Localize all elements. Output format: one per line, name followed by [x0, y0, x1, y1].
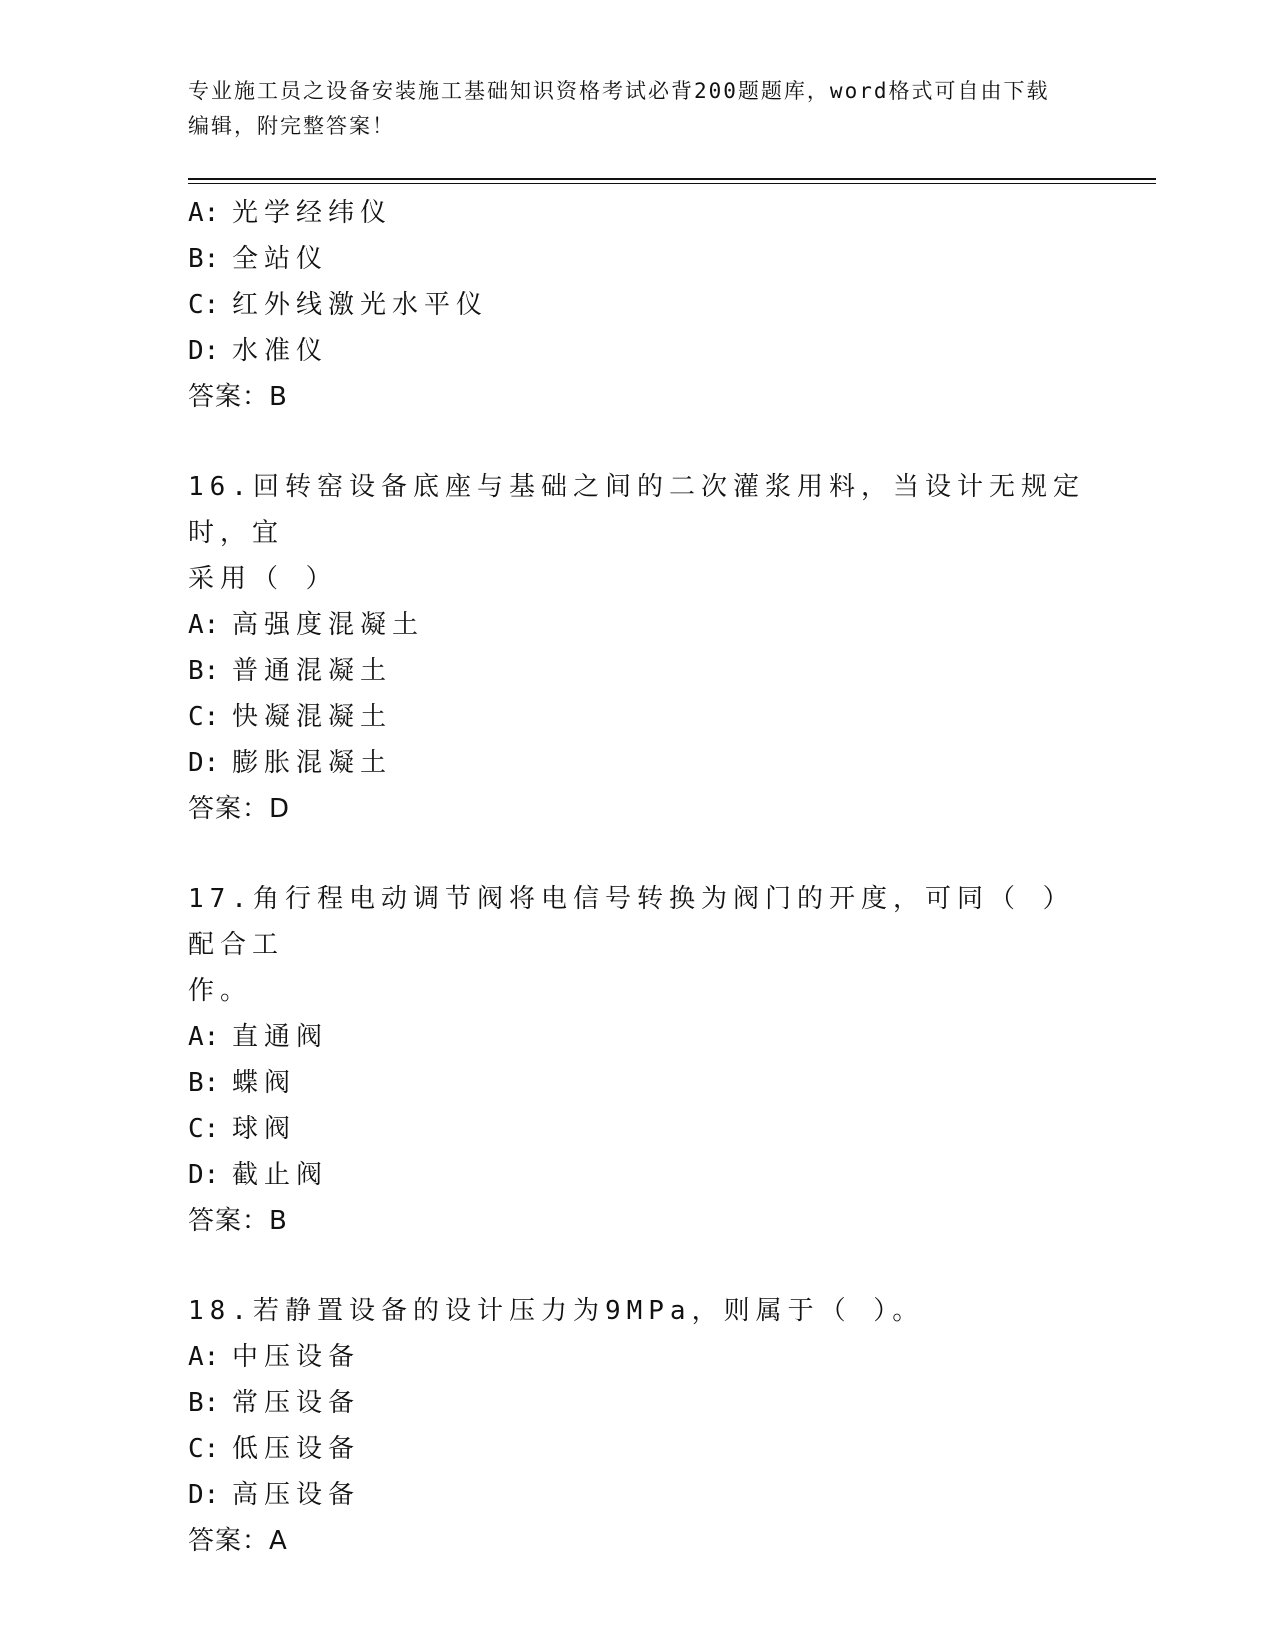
question-18: [188, 1288, 1088, 1564]
question-stem-continued: 采用（ ）: [188, 564, 338, 594]
question-16: [188, 464, 1088, 832]
answer: 答案：B: [188, 382, 288, 412]
option-b: B: 常压设备: [188, 1388, 361, 1418]
option-c: C: 球阀: [188, 1114, 297, 1144]
question-stem-continued: 作。: [188, 976, 253, 1006]
header-rule-thick: [188, 178, 1156, 180]
question-stem: 18.若静置设备的设计压力为9MPa，则属于（ ）。: [188, 1296, 925, 1326]
option-d: D: 高压设备: [188, 1480, 361, 1510]
option-c: C: 快凝混凝土: [188, 702, 393, 732]
option-a: A: 中压设备: [188, 1342, 361, 1372]
answer: 答案：B: [188, 1206, 288, 1236]
option-c: C: 红外线激光水平仪: [188, 290, 489, 320]
option-d: D: 水准仪: [188, 336, 329, 366]
option-d: D: 膨胀混凝土: [188, 748, 393, 778]
spacer: [188, 420, 1088, 464]
spacer: [188, 832, 1088, 876]
document-header: 专业施工员之设备安装施工基础知识资格考试必背200题题库，word格式可自由下载编辑，附完整答案！: [188, 79, 1050, 138]
spacer: [188, 1244, 1088, 1288]
answer: 答案：A: [188, 1526, 288, 1556]
question-list: [188, 190, 1088, 1564]
option-b: B: 普通混凝土: [188, 656, 393, 686]
option-a: A: 高强度混凝土: [188, 610, 425, 640]
question-stem: 16.回转窑设备底座与基础之间的二次灌浆用料，当设计无规定时，宜: [188, 472, 1085, 548]
option-c: C: 低压设备: [188, 1434, 361, 1464]
option-b: B: 蝶阀: [188, 1068, 297, 1098]
option-a: A: 直通阀: [188, 1022, 329, 1052]
option-d: D: 截止阀: [188, 1160, 329, 1190]
question-15: [188, 190, 1088, 420]
option-b: B: 全站仪: [188, 244, 329, 274]
header-rule-thin: [188, 183, 1156, 184]
option-a: A: 光学经纬仪: [188, 198, 393, 228]
answer: 答案：D: [188, 794, 291, 824]
question-stem: 17.角行程电动调节阀将电信号转换为阀门的开度，可同（ ）配合工: [188, 884, 1075, 960]
question-17: [188, 876, 1088, 1244]
